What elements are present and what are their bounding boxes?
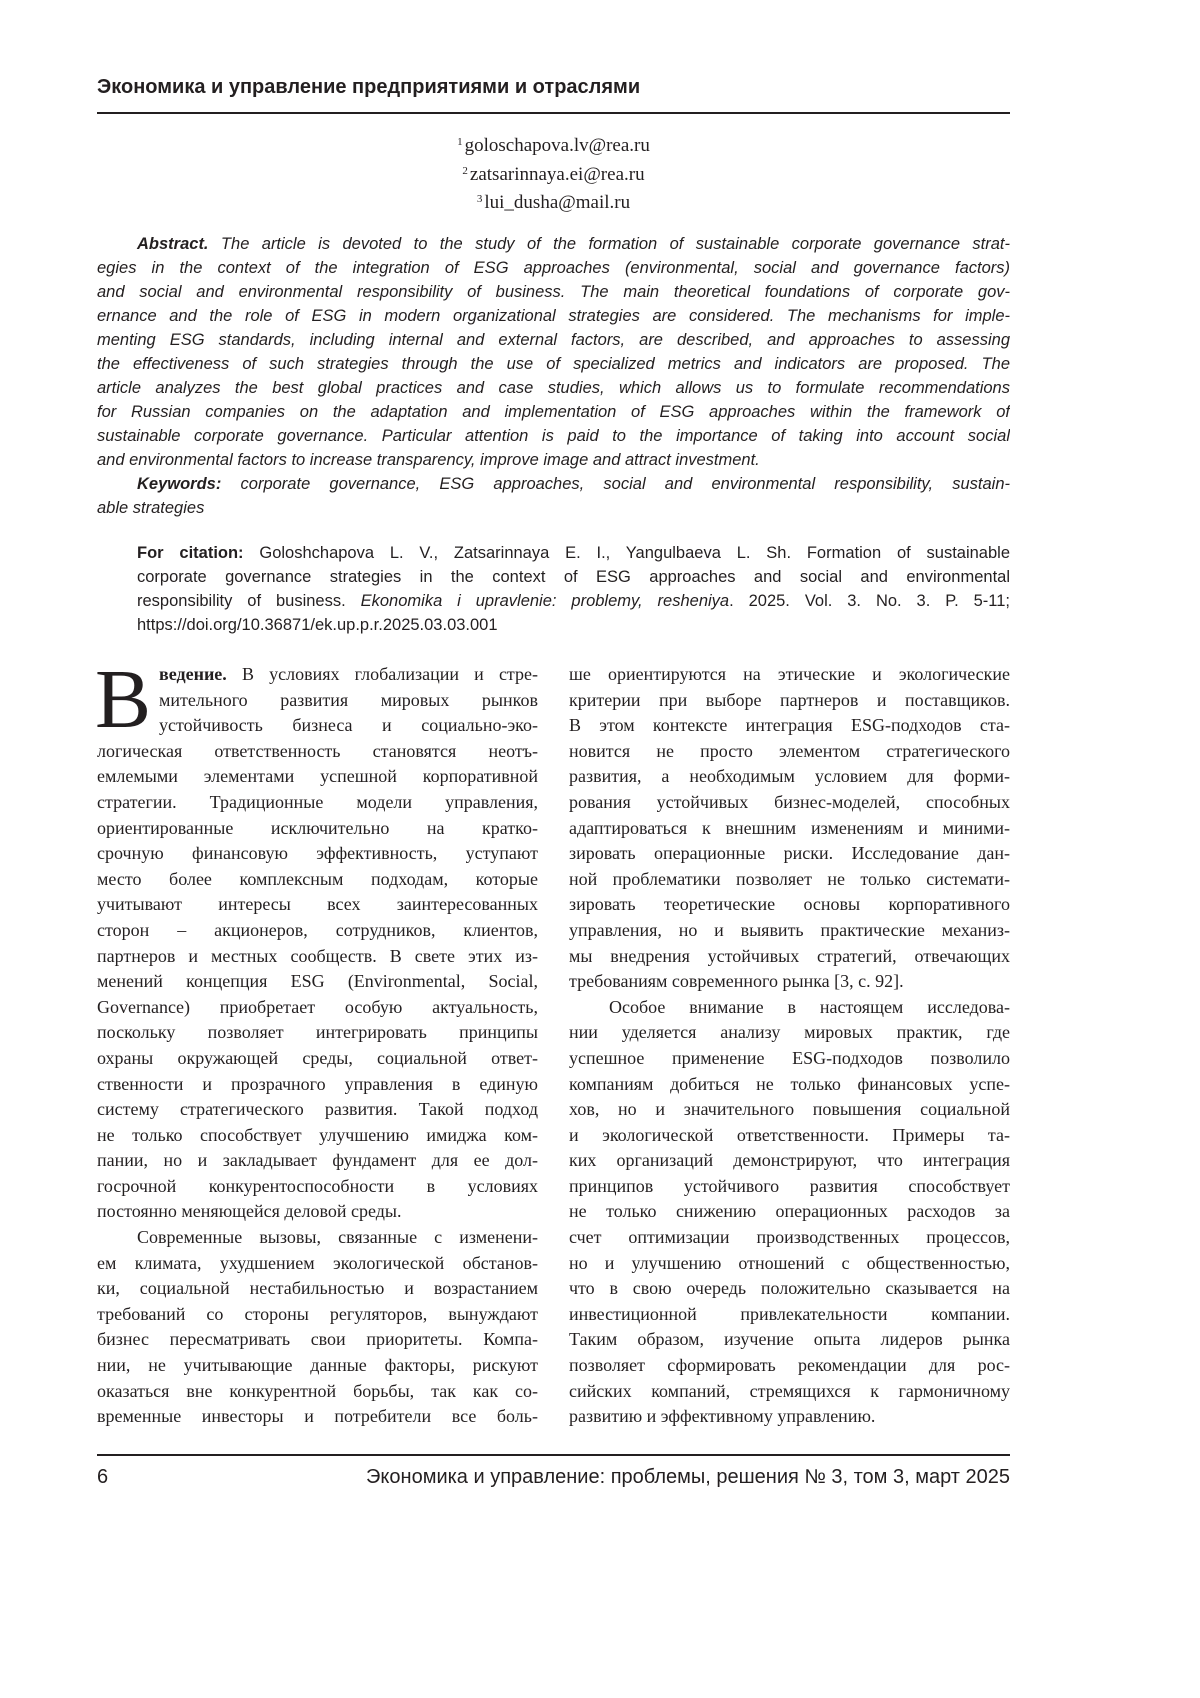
body-line: адаптироваться к внешним изменениям и миними-	[569, 816, 1010, 842]
email: zatsarinnaya.ei@rea.ru	[470, 164, 645, 185]
body-line: менений концепция ESG (Environmental, Social,	[97, 969, 538, 995]
email-line	[97, 159, 1010, 188]
body-line: пании, но и закладывает фундамент для ее дол-	[97, 1148, 538, 1174]
page-number: 6	[97, 1466, 108, 1489]
body-column-left	[97, 662, 538, 1430]
body-line: временные инвесторы и потребители все боль-	[97, 1404, 538, 1430]
abstract-line: and social and environmental responsibility of business. The main theoretical foundations of corporate gov-	[97, 280, 1010, 304]
citation-text: responsibility of business.	[137, 592, 361, 610]
drop-cap: В	[95, 658, 151, 742]
body-line: что в свою очередь положительно сказывается на	[569, 1276, 1010, 1302]
body-line: систему стратегического развития. Такой подход	[97, 1097, 538, 1123]
footer-journal-info: Экономика и управление: проблемы, решения № 3, том 3, март 2025	[366, 1466, 1010, 1489]
body-line: и экологической ответственности. Примеры та-	[569, 1123, 1010, 1149]
body-line: устойчивость бизнеса и социально-эко-	[97, 713, 538, 739]
citation-line	[137, 541, 1010, 565]
body-line: критерии при выборе партнеров и поставщиков.	[569, 688, 1010, 714]
body-line: партнеров и местных сообществ. В свете этих из-	[97, 944, 538, 970]
body-line: Governance) приобретает особую актуальность,	[97, 995, 538, 1021]
header-rule	[97, 112, 1010, 114]
body-line: успешное применение ESG-подходов позволило	[569, 1046, 1010, 1072]
abstract-line: article analyzes the best global practices and case studies, which allows us to formulate recommendations	[97, 376, 1010, 400]
body-line: нии уделяется анализу мировых практик, где	[569, 1020, 1010, 1046]
abstract-line: and environmental factors to increase transparency, improve image and attract investment.	[97, 448, 1010, 472]
body-line: не только снижению операционных расходов за	[569, 1199, 1010, 1225]
body-line: постоянно меняющейся деловой среды.	[97, 1199, 538, 1225]
abstract-line: ernance and the role of ESG in modern organizational strategies are considered. The mechanisms for imple-	[97, 304, 1010, 328]
body-line: рования устойчивых бизнес-моделей, способных	[569, 790, 1010, 816]
body-line: мы внедрения устойчивых стратегий, отвечающих	[569, 944, 1010, 970]
doi-link[interactable]: https://doi.org/10.36871/ek.up.p.r.2025.03.03.001	[137, 613, 1010, 637]
body-line: развитию и эффективному управлению.	[569, 1404, 1010, 1430]
keywords-line	[97, 472, 1010, 496]
body-line: зировать операционные риски. Исследование дан-	[569, 841, 1010, 867]
abstract-line: menting ESG standards, including internal and external factors, are described, and approaches to assessing	[97, 328, 1010, 352]
body-line: счет оптимизации производственных процессов,	[569, 1225, 1010, 1251]
abstract-line: sustainable corporate governance. Particular attention is paid to the importance of taking into account social	[97, 424, 1010, 448]
body-line: логическая ответственность становятся неотъ-	[97, 739, 538, 765]
body-line: бизнес пересматривать свои приоритеты. Компа-	[97, 1327, 538, 1353]
body-line: емлемыми элементами успешной корпоративной	[97, 764, 538, 790]
body-column-right	[569, 662, 1010, 1430]
body-line: требованиям современного рынка [3, с. 92].	[569, 969, 1010, 995]
body-line: новится не просто элементом стратегического	[569, 739, 1010, 765]
body-line: ной проблематики позволяет не только системати-	[569, 867, 1010, 893]
abstract-text: The article is devoted to the study of the formation of sustainable corporate governance strat-	[209, 235, 1010, 253]
citation-text: . 2025. Vol. 3. No. 3. P. 5-11;	[729, 592, 1010, 610]
email-line	[97, 187, 1010, 216]
body-line: ем климата, ухудшением экологической обстанов-	[97, 1251, 538, 1277]
citation-line	[137, 589, 1010, 613]
abstract-line: for Russian companies on the adaptation and implementation of ESG approaches within the framework of	[97, 400, 1010, 424]
body-line	[97, 662, 538, 688]
body-line: Особое внимание в настоящем исследова-	[569, 995, 1010, 1021]
body-line: Таким образом, изучение опыта лидеров рынка	[569, 1327, 1010, 1353]
citation-text: Goloshchapova L. V., Zatsarinnaya E. I., Yangulbaeva L. Sh. Formation of sustainable	[244, 544, 1010, 562]
body-line: сийских компаний, стремящихся к гармоничному	[569, 1379, 1010, 1405]
running-head: Экономика и управление предприятиями и отраслями	[97, 76, 640, 99]
body-line: ственности и прозрачного управления в единую	[97, 1072, 538, 1098]
affiliation-mark: 3	[477, 193, 483, 205]
body-line: принципов устойчивого развития способствует	[569, 1174, 1010, 1200]
body-line: зировать теоретические основы корпоративного	[569, 892, 1010, 918]
email-line	[97, 130, 1010, 159]
body-line: Современные вызовы, связанные с изменени-	[97, 1225, 538, 1251]
citation-line: corporate governance strategies in the context of ESG approaches and social and environmental	[137, 565, 1010, 589]
body-line: развития, а необходимым условием для форми-	[569, 764, 1010, 790]
body-line: ше ориентируются на этические и экологические	[569, 662, 1010, 688]
abstract-label: Abstract.	[137, 235, 209, 253]
keywords-label: Keywords:	[137, 475, 221, 493]
body-line: место более комплексным подходам, которые	[97, 867, 538, 893]
body-line: хов, но и значительного повышения социальной	[569, 1097, 1010, 1123]
body-line: охраны окружающей среды, социальной ответ-	[97, 1046, 538, 1072]
body-line: госрочной конкурентоспособности в условиях	[97, 1174, 538, 1200]
body-line: нии, не учитывающие данные факторы, рискуют	[97, 1353, 538, 1379]
abstract-line: egies in the context of the integration of ESG approaches (environmental, social and governance factors)	[97, 256, 1010, 280]
body-line: срочную финансовую эффективность, уступают	[97, 841, 538, 867]
body-line: инвестиционной привлекательности компании.	[569, 1302, 1010, 1328]
body-line: управления, но и выявить практические механиз-	[569, 918, 1010, 944]
body-line: но и улучшению отношений с общественностью,	[569, 1251, 1010, 1277]
citation	[137, 541, 1010, 637]
body-line: учитывают интересы всех заинтересованных	[97, 892, 538, 918]
citation-journal: Ekonomika i upravlenie: problemy, resheniya	[361, 592, 729, 610]
affiliation-mark: 1	[457, 136, 463, 148]
body-line: ких организаций демонстрируют, что интеграция	[569, 1148, 1010, 1174]
body-line: сторон – акционеров, сотрудников, клиентов,	[97, 918, 538, 944]
email: lui_dusha@mail.ru	[484, 192, 630, 213]
abstract	[97, 232, 1010, 520]
body-line: В этом контексте интеграция ESG-подходов ста-	[569, 713, 1010, 739]
author-emails	[97, 130, 1010, 216]
body-line: требований со стороны регуляторов, вынуждают	[97, 1302, 538, 1328]
keywords-text: corporate governance, ESG approaches, social and environmental responsibility, sustain-	[221, 475, 1010, 493]
body-line: ориентированные исключительно на кратко-	[97, 816, 538, 842]
abstract-line	[97, 232, 1010, 256]
abstract-line: the effectiveness of such strategies through the use of specialized metrics and indicators are proposed. The	[97, 352, 1010, 376]
body-line: позволяет сформировать рекомендации для рос-	[569, 1353, 1010, 1379]
footer-rule	[97, 1454, 1010, 1456]
affiliation-mark: 2	[462, 165, 468, 177]
section-heading-introduction: ведение.	[159, 664, 227, 684]
body-line: компаниям добиться не только финансовых успе-	[569, 1072, 1010, 1098]
keywords-line: able strategies	[97, 496, 1010, 520]
body-line: стратегии. Традиционные модели управления,	[97, 790, 538, 816]
body-line: ки, социальной нестабильностью и возрастанием	[97, 1276, 538, 1302]
body-line: не только способствует улучшению имиджа ком-	[97, 1123, 538, 1149]
email: goloschapova.lv@rea.ru	[465, 135, 650, 156]
body-line: поскольку позволяет интегрировать принципы	[97, 1020, 538, 1046]
body-line: оказаться вне конкурентной борьбы, так как со-	[97, 1379, 538, 1405]
citation-label: For citation:	[137, 544, 244, 562]
body-line: мительного развития мировых рынков	[97, 688, 538, 714]
body-text: В условиях глобализации и стре-	[227, 664, 538, 684]
